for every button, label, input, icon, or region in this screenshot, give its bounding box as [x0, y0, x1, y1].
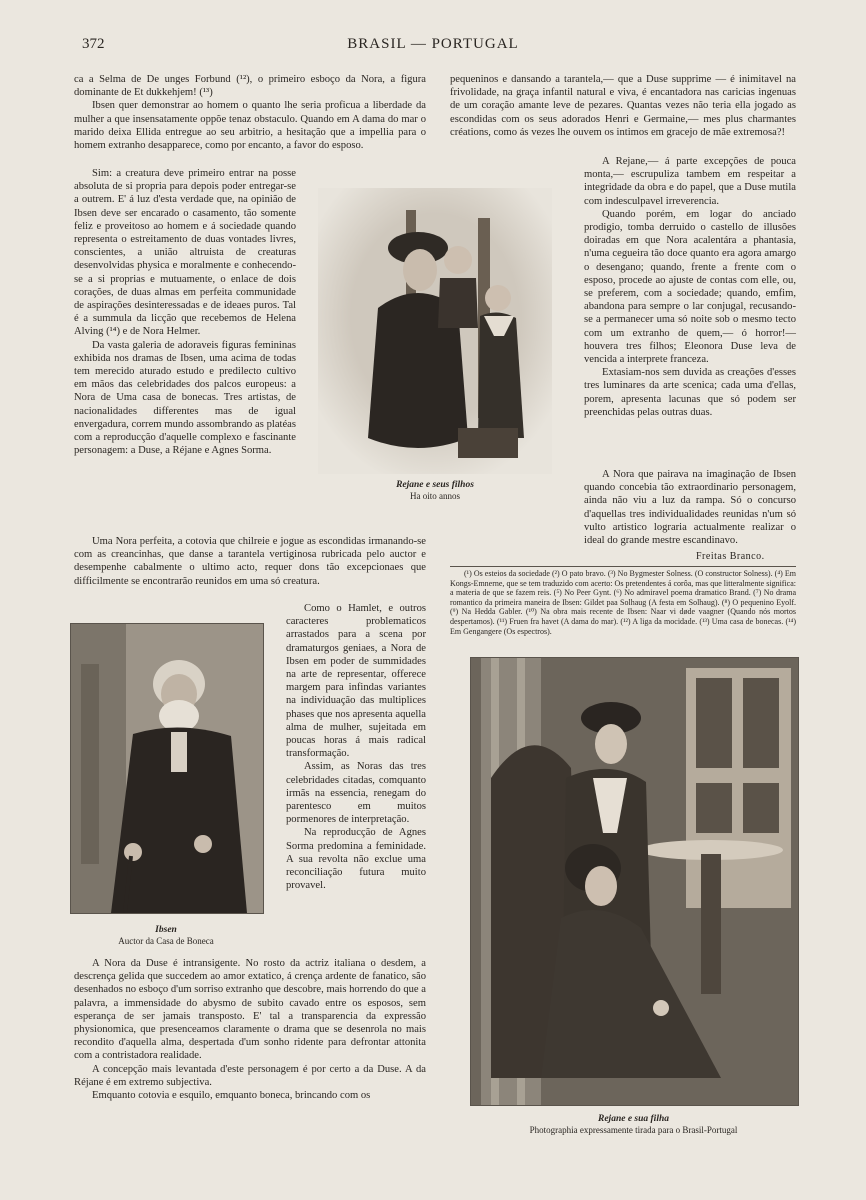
photo-ibsen-image	[71, 624, 263, 913]
caption-fig2	[70, 925, 262, 947]
paragraph: A concepção mais levantada d'este personagem é por certo a da Duse. A da Réjane é em extremo subjectiva.	[74, 1063, 426, 1088]
caption-subtitle: Auctor da Casa de Boneca	[118, 936, 214, 946]
paragraph: Da vasta galeria de adoraveis figuras femininas exhibida nos dramas de Ibsen, uma acima de todas tem merecido aturado estudo e predilecto cultivo em mãos das celebridades dos palcos europeus: a Nora de Uma casa de bonecas. Tres artistas, de nacionalidades differentes mas de igual envergadura, correm mundo assombrando as platéas com a reproducção d'aquelle complexo e fascinante personagem: a Duse, a Réjane e Agnes Sorma.	[74, 339, 296, 457]
paragraph: Assim, as Noras das tres celebridades citadas, comquanto irmãs na essencia, renegam do parentesco em muitos pormenores de interpretação.	[286, 761, 426, 826]
paragraph: A Nora que pairava na imaginação de Ibsen quando concebia tão extraordinario personagem, ainda não viu a luz da rampa. Só o concurso d'aquellas tres individualidades reunidas n'um só vulto artistico lograria actualmente realizar o ideal do grande mestre escandinavo.	[584, 469, 796, 547]
caption-fig1	[318, 480, 552, 502]
photo-rejane-daughter	[470, 657, 799, 1106]
divider	[450, 566, 796, 567]
paragraph: Sim: a creatura deve primeiro entrar na posse absoluta de si propria para depois poder entregar-se a outrem. E' á luz d'esta verdade que, na opinião de Ibsen deve ser encarado o casamento, tão somente feliz e proveitoso ao homem e á sociedade quando representa o estreitamento de duas vontades livres, conscientes, a união altruista de creaturas desenvolvidas physica e moralmente e conhecendo-se a si proprias e mutuamente, o enlace de dois corações, de duas almas em perfeita communidade de aspirações desinteressadas e de ideaes puros. Tal é a summula da licção que recebemos de Helena Alving (¹⁴) e de Nora Helmer.	[74, 168, 296, 338]
photo-ibsen	[70, 623, 264, 914]
paragraph: Extasiam-nos sem duvida as creações d'esses tres luminares da arte scenica; cada uma d'ellas, porem, apresenta lacunas que só podem ser preenchidas pelas outras duas.	[584, 367, 796, 418]
paragraph: Uma Nora perfeita, a cotovia que chilreie e jogue as escondidas irmanando-se com as creancinhas, que danse a tarantela vertiginosa rubricada pelo auctor e desempenhe cabalmente o ultimo acto, requer dons tão excepcionaes que difficilmente se encontrarão reunidos em uma só creatura.	[74, 536, 426, 587]
author-signature: Freitas Branco.	[696, 551, 765, 562]
paragraph: Ibsen quer demonstrar ao homem o quanto lhe seria proficua a liberdade da mulher a que insensatamente oppõe tenaz obstaculo. Quando em A dama do mar o marido deixa Ellida entregue ao seu arbitrio, a hesitação que a impellia para o homem extranho desapparece, como por encanto, a favor do esposo.	[74, 100, 426, 152]
caption-fig3	[470, 1114, 797, 1136]
paragraph: ca a Selma de De unges Forbund (¹²), o primeiro esboço da Nora, a figura dominante de Et dukkehjem! (¹³)	[74, 74, 426, 99]
left-column-beside-portrait	[286, 602, 426, 892]
caption-title: Rejane e sua filha	[598, 1114, 669, 1124]
paragraph: pequeninos e dansando a tarantela,— que a Duse supprime — é inimitavel na frivolidade, na graça infantil natural e viva, é encantadora nas caricias ingenuas de um coração amante leve de pezares. Quantas vezes não teria ella jogado as escondidas com os seus adorados Henri e Germaine,— mes plus charmantes créations, como ás vezes lhe ouvem os intimos em gracejo de mãe extremosa?!	[450, 74, 796, 138]
photo-rejane-children	[318, 188, 552, 474]
caption-title: Ibsen	[155, 925, 177, 935]
photo-rejane-daughter-image	[471, 658, 798, 1105]
paragraph: Como o Hamlet, e outros caracteres problematicos arrastados para a scena por dramaturgos geniaes, a Nora de Ibsen em poder de summidades na arte de representar, offerece margem para infindas variantes na individuação das multiplices phases que nos apresenta aquella alma de mulher, sujeitada em poucas horas á mais radical transformação.	[286, 603, 426, 760]
photo-rejane-children-image	[318, 188, 552, 474]
footnote: (¹) Os esteios da sociedade (²) O pato bravo. (³) No Bygmester Solness. (O constructor Solness). (⁴) Em Kongs-Emnerne, que se tem traduzido com acerto: Os pretendentes á corôa, mas que litteralmente significa: a materia de que se fazem reis. (⁵) No Peer Gynt. (⁶) No admiravel poema dramatico Brand. (⁷) No drama romantico da primeira maneira de Ibsen: Gildet paa Solhaug (A festa em Solhaug). (⁸) O pequenino Eyolf. (⁹) Na Hedda Gabler. (¹⁰) Na obra mais recente de Ibsen: Naar vi døde vaagner (Quando nós mortos despertamos). (¹¹) Fruen fra havet (A dama do mar). (¹²) A liga da mocidade. (¹³) Uma casa de bonecas. (¹⁴) Em Gengangere (Os espectros).	[450, 569, 796, 636]
caption-subtitle: Ha oito annos	[410, 491, 460, 501]
page-title: BRASIL — PORTUGAL	[347, 36, 519, 52]
paragraph: Quando porém, em logar do anciado prodigio, tomba derruido o castello de illusões doiradas em que Nora acalentára a phantasia, n'uma cegueira tão doce quanto era agora amargo o desengano; quando, frente a frente com o esposo, procede ao ajuste de contas com elle, ou, se preferem, com a sociedade; quando, emfim, abandona para sempre o lar conjugal, recusando-se a permanecer uma só noite sob o mesmo tecto com um extranho de quem,— ó horror!— houvera tres filhos; Eleonora Duse leva de vencida a interprete franceza.	[584, 208, 796, 366]
right-column-top	[450, 73, 796, 139]
left-column-mid	[74, 535, 426, 588]
paragraph: A Nora da Duse é intransigente. No rosto da actriz italiana o desdem, a descrença gelida que succedem ao amor extatico, á crença ardente de fanatico, são desenhados no esboço d'um sorriso extranho que descobre, mais horrendo do que a palavra, a immensidade do abysmo de subito cavado entre os esposos, sem esperança de ser jamais transposto. E' tal a transparencia da expressão physionomica, que presenceamos claramente o drama que se desenrola no mais recondito d'aquella alma, despertada d'um sonho ridente para defrontar attonita com a contristadora realidade.	[74, 958, 426, 1062]
page-number: 372	[82, 36, 105, 52]
left-column-narrow	[74, 167, 296, 457]
left-column-bottom	[74, 957, 426, 1102]
caption-subtitle: Photographia expressamente tirada para o Brasil-Portugal	[529, 1125, 738, 1135]
footnotes	[450, 569, 796, 636]
paragraph: A Rejane,— á parte excepções de pouca monta,— escrupuliza tambem em respeitar a integridade da obra e do papel, que a Duse mutila com indesculpavel irreverencia.	[584, 156, 796, 207]
caption-title: Rejane e seus filhos	[396, 480, 474, 490]
right-column-narrow	[584, 155, 796, 419]
paragraph: Na reproducção de Agnes Sorma predomina a feminidade. A sua revolta não exclue uma reconciliação futura muito provavel.	[286, 827, 426, 892]
left-column-top	[74, 73, 426, 152]
paragraph: Emquanto cotovia e esquilo, emquanto boneca, brincando com os	[92, 1090, 371, 1102]
